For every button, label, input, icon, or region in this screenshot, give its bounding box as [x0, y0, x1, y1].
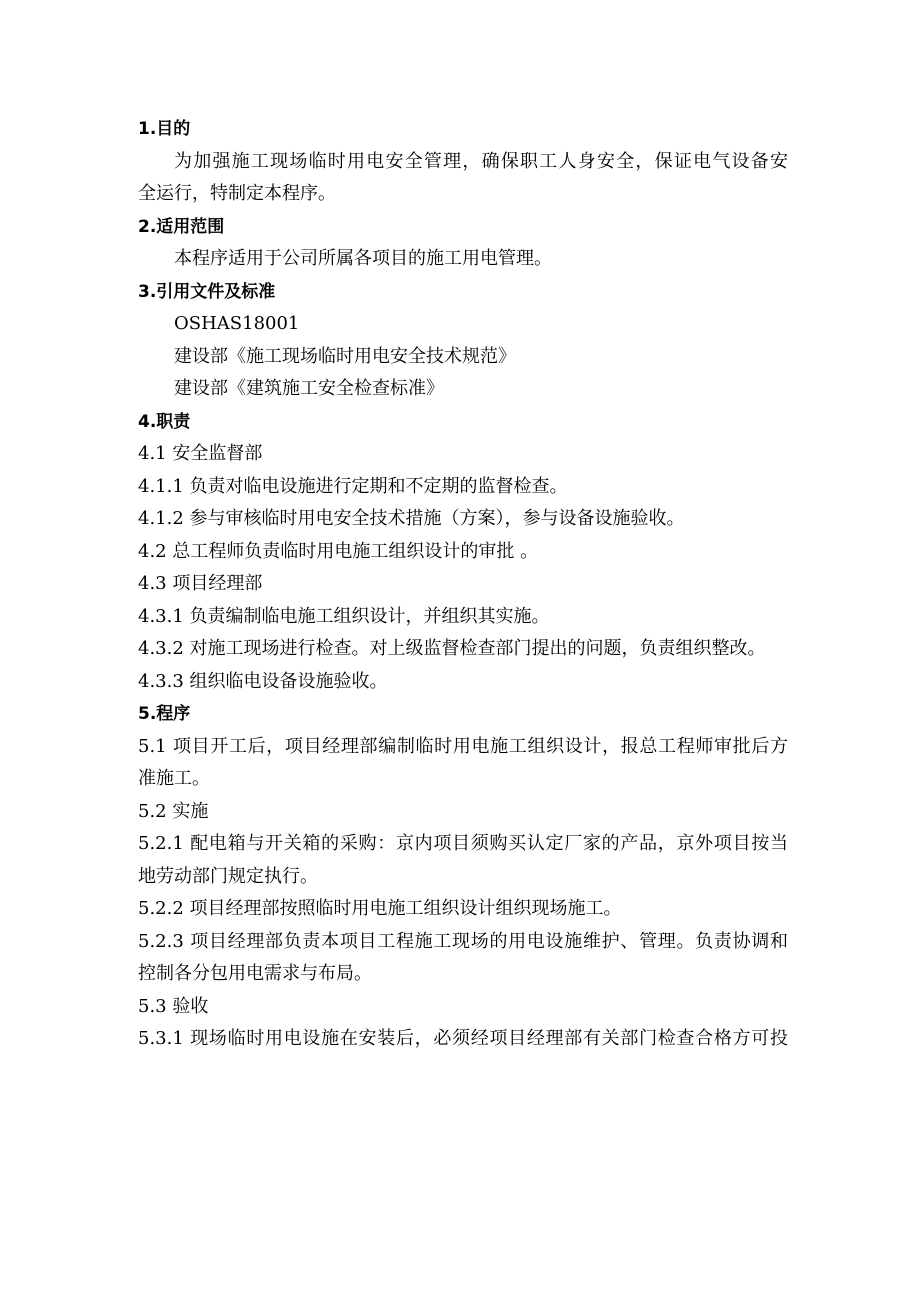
reference-item-1: OSHAS18001: [174, 313, 300, 334]
responsibility-4-1: 4.1 安全监督部: [138, 443, 263, 464]
procedure-5-1-line-1: 5.1 项目开工后，项目经理部编制临时用电施工组织设计，报总工程师审批后方: [138, 735, 788, 757]
purpose-text-line-2: 全运行，特制定本程序。: [138, 183, 336, 204]
heading-references: 3.引用文件及标准: [138, 281, 276, 302]
responsibility-4-3-1: 4.3.1 负责编制临电施工组织设计，并组织其实施。: [138, 605, 550, 627]
heading-scope: 2.适用范围: [138, 216, 225, 237]
procedure-5-3-1-line-1: 5.3.1 现场临时用电设施在安装后，必须经项目经理部有关部门检查合格方可投: [138, 1028, 788, 1049]
procedure-5-2-1-line-2: 地劳动部门规定执行。: [138, 865, 318, 887]
reference-item-2: 建设部《施工现场临时用电安全技术规范》: [174, 345, 516, 367]
purpose-text-line-1: 为加强施工现场临时用电安全管理，确保职工人身安全，保证电气设备安: [174, 150, 788, 172]
responsibility-4-3: 4.3 项目经理部: [138, 573, 263, 594]
responsibility-4-1-2: 4.1.2 参与审核临时用电安全技术措施（方案），参与设备设施验收。: [138, 508, 685, 529]
reference-item-3: 建设部《建筑施工安全检查标准》: [174, 378, 444, 399]
document-body: [138, 113, 788, 1056]
procedure-5-2-3-line-2: 控制各分包用电需求与布局。: [138, 963, 372, 984]
heading-responsibilities: 4.职责: [138, 411, 191, 432]
responsibility-4-1-1: 4.1.1 负责对临电设施进行定期和不定期的监督检查。: [138, 475, 568, 497]
scope-text: 本程序适用于公司所属各项目的施工用电管理。: [174, 248, 552, 269]
responsibility-4-2: 4.2 总工程师负责临时用电施工组织设计的审批 。: [138, 540, 539, 562]
procedure-5-3: 5.3 验收: [138, 995, 209, 1017]
responsibility-4-3-3: 4.3.3 组织临电设备设施验收。: [138, 670, 388, 692]
procedure-5-2-1-line-1: 5.2.1 配电箱与开关箱的采购：京内项目须购买认定厂家的产品，京外项目按当: [138, 833, 788, 854]
procedure-5-1-line-2: 准施工。: [138, 768, 210, 789]
heading-procedure: 5.程序: [138, 704, 191, 724]
procedure-5-2-2: 5.2.2 项目经理部按照临时用电施工组织设计组织现场施工。: [138, 898, 622, 919]
heading-purpose: 1.目的: [138, 119, 191, 139]
procedure-5-2: 5.2 实施: [138, 800, 209, 822]
responsibility-4-3-2: 4.3.2 对施工现场进行检查。对上级监督检查部门提出的问题，负责组织整改。: [138, 638, 766, 659]
procedure-5-2-3-line-1: 5.2.3 项目经理部负责本项目工程施工现场的用电设施维护、管理。负责协调和: [138, 930, 788, 952]
